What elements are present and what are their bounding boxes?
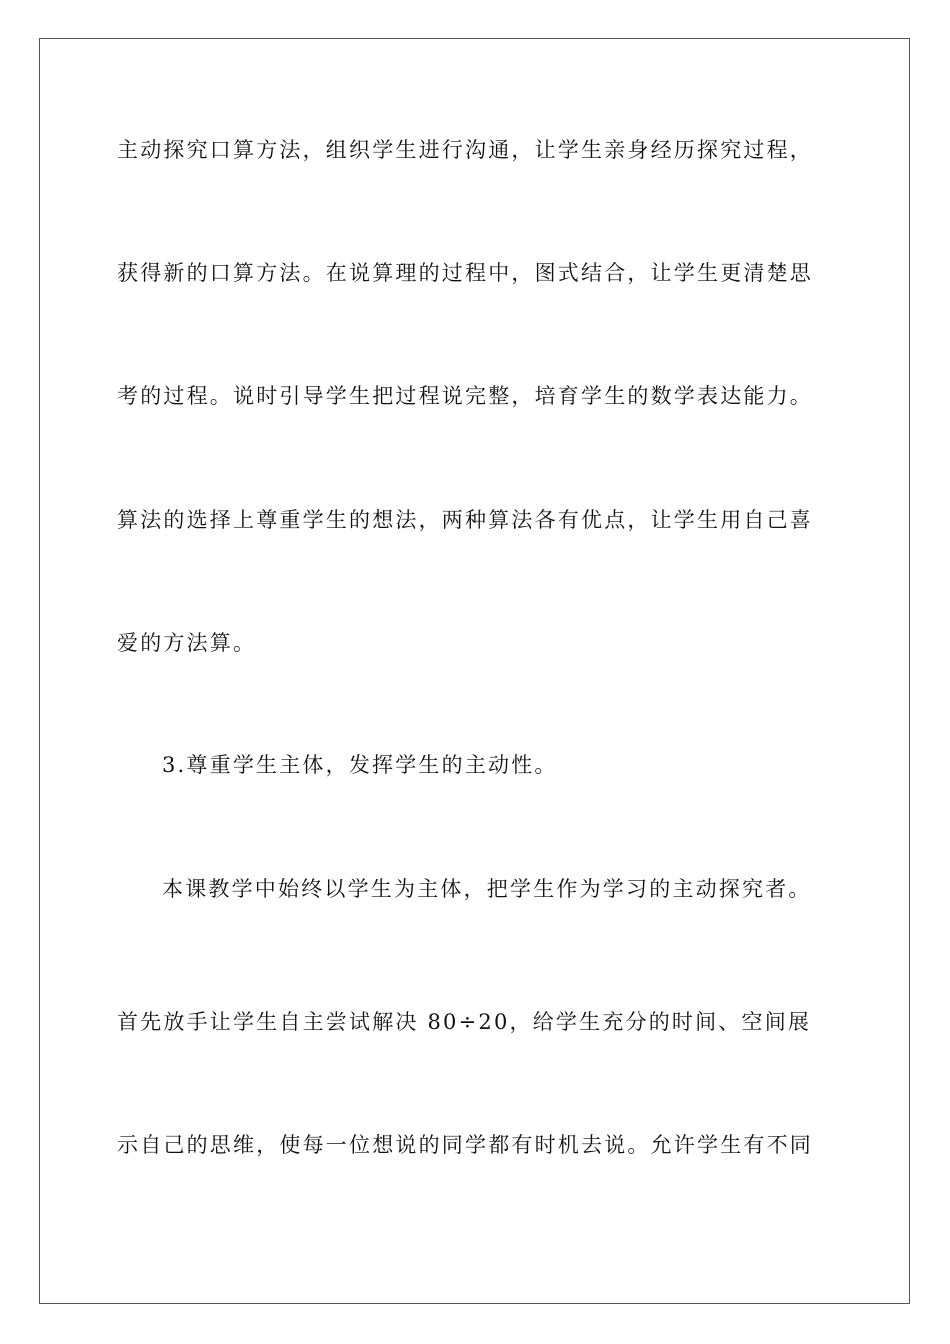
section-heading: 3.尊重学生主体，发挥学生的主动性。 xyxy=(162,753,558,777)
paragraph-line: 示自己的思维，使每一位想说的同学都有时机去说。允许学生有不同 xyxy=(117,1133,813,1157)
paragraph-line: 考的过程。说时引导学生把过程说完整，培育学生的数学表达能力。 xyxy=(117,384,813,408)
page-border xyxy=(39,38,910,1304)
paragraph-line: 爱的方法算。 xyxy=(117,631,257,655)
paragraph-line: 算法的选择上尊重学生的想法，两种算法各有优点，让学生用自己喜 xyxy=(117,508,813,532)
paragraph-line: 本课教学中始终以学生为主体，把学生作为学习的主动探究者。 xyxy=(162,877,812,901)
paragraph-line: 主动探究口算方法，组织学生进行沟通，让学生亲身经历探究过程， xyxy=(117,138,813,162)
paragraph-line: 首先放手让学生自主尝试解决 80÷20，给学生充分的时间、空间展 xyxy=(117,1010,812,1034)
paragraph-line: 获得新的口算方法。在说算理的过程中，图式结合，让学生更清楚思 xyxy=(117,261,813,285)
